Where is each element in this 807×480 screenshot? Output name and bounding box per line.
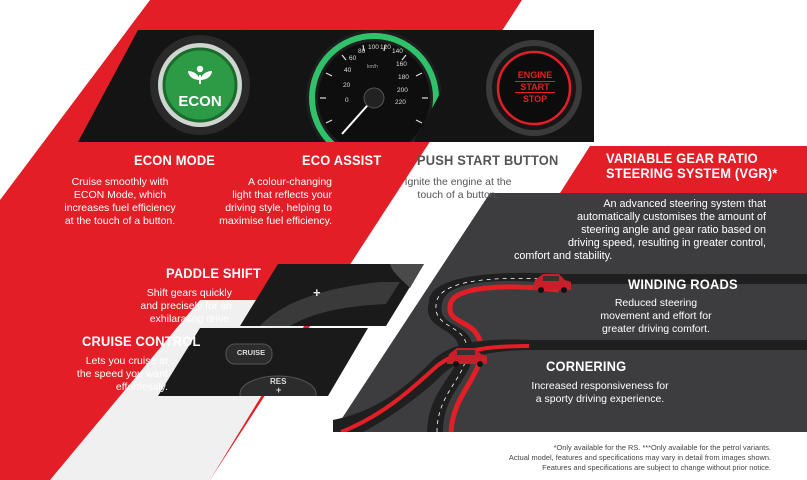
econ-title: ECON MODE xyxy=(134,152,216,168)
vgr-desc-line-2: automatically customises the amount of xyxy=(576,211,766,223)
cruise-control-title: CRUISE CONTROL xyxy=(82,333,201,349)
start-label: START xyxy=(515,81,555,93)
winding-desc-line-3: greater driving comfort. xyxy=(602,323,710,335)
vgr-desc xyxy=(490,198,766,263)
footnote xyxy=(509,443,771,473)
cruise-control-desc xyxy=(40,355,168,394)
cruise-desc-line-1: Lets you cruise at xyxy=(85,355,168,367)
push-start-desc-line-2: touch of a button. xyxy=(417,189,499,201)
gauge-tick-220: 220 xyxy=(395,99,406,106)
winding-roads-title: WINDING ROADS xyxy=(628,276,738,292)
res-button-label[interactable]: RES xyxy=(270,377,287,386)
paddle-shift-desc xyxy=(90,287,232,326)
cornering-title: CORNERING xyxy=(546,358,627,374)
gauge-tick-140: 140 xyxy=(392,48,403,55)
cruise-desc-line-2: the speed you want xyxy=(76,368,168,380)
vgr-desc-line-5: comfort and stability. xyxy=(514,250,613,262)
eco-assist-desc-line-1: A colour-changing xyxy=(247,176,332,188)
eco-assist-desc-line-4: maximise fuel efficiency. xyxy=(219,215,332,227)
econ-desc-line-1: Cruise smoothly with xyxy=(71,176,169,188)
gauge-tick-20: 20 xyxy=(343,82,351,89)
gauge-tick-100: 100 xyxy=(368,44,379,51)
gauge-tick-120: 120 xyxy=(380,44,391,51)
gauge-tick-200: 200 xyxy=(397,87,408,94)
econ-button-label: ECON xyxy=(178,93,222,110)
paddle-shift-title: PADDLE SHIFT xyxy=(166,265,262,281)
gauge-tick-60: 60 xyxy=(349,55,357,62)
push-start-desc-line-1: Ignite the engine at the xyxy=(404,176,512,188)
gauge-tick-40: 40 xyxy=(344,67,352,74)
vgr-title xyxy=(606,151,778,181)
gauge-tick-180: 180 xyxy=(398,74,409,81)
eco-assist-title: ECO ASSIST xyxy=(302,152,382,168)
paddle-desc-line-3: exhilarating drive. xyxy=(149,313,232,325)
footnote-line-1: *Only available for the RS. ***Only available for the petrol variants. xyxy=(553,443,771,452)
gauge-tick-160: 160 xyxy=(396,61,407,68)
footnote-line-2: Actual model, features and specifications may vary in detail from images shown. xyxy=(508,453,771,462)
paddle-plus-icon: + xyxy=(313,285,321,300)
eco-assist-desc-line-3: driving style, helping to xyxy=(225,202,332,214)
paddle-desc-line-1: Shift gears quickly xyxy=(146,287,232,299)
gauge-tick-80: 80 xyxy=(358,48,366,55)
vgr-desc-line-4: driving speed, resulting in greater control, xyxy=(567,237,766,249)
paddle-shift-image-panel xyxy=(240,264,424,326)
push-start-image-panel xyxy=(414,30,594,142)
econ-desc-line-3: increases fuel efficiency xyxy=(64,202,176,214)
vgr-desc-line-1: An advanced steering system that xyxy=(603,198,766,210)
econ-desc-line-2: ECON Mode, which xyxy=(73,189,167,201)
paddle-desc-line-2: and precisely for an xyxy=(140,300,232,312)
eco-assist-desc xyxy=(176,176,332,228)
cornering-desc-line-2: a sporty driving experience. xyxy=(535,393,665,405)
stop-label: STOP xyxy=(522,94,548,104)
vgr-desc-line-3: steering angle and gear ratio based on xyxy=(581,224,766,236)
cornering-desc-line-1: Increased responsiveness for xyxy=(531,380,669,392)
eco-assist-desc-line-2: light that reflects your xyxy=(232,189,332,201)
footnote-line-3: Features and specifications are subject to change without prior notice. xyxy=(542,463,771,472)
gauge-tick-0: 0 xyxy=(345,97,349,104)
winding-roads-desc xyxy=(578,297,734,336)
engine-label: ENGINE xyxy=(517,70,553,80)
winding-desc-line-1: Reduced steering xyxy=(614,297,698,309)
cruise-button-label[interactable]: CRUISE xyxy=(236,348,266,357)
cruise-desc-line-3: effortlessly. xyxy=(115,381,168,393)
vgr-title-line-1: VARIABLE GEAR RATIO xyxy=(606,150,758,166)
res-plus-icon: + xyxy=(276,385,282,395)
vgr-title-line-2: STEERING SYSTEM (VGR)* xyxy=(606,165,778,181)
cornering-desc xyxy=(508,380,692,406)
push-start-button-label[interactable] xyxy=(506,70,564,104)
push-start-title: PUSH START BUTTON xyxy=(417,152,559,168)
econ-desc-line-4: at the touch of a button. xyxy=(64,215,176,227)
winding-desc-line-2: movement and effort for xyxy=(600,310,712,322)
gauge-unit: km/h xyxy=(367,64,378,70)
